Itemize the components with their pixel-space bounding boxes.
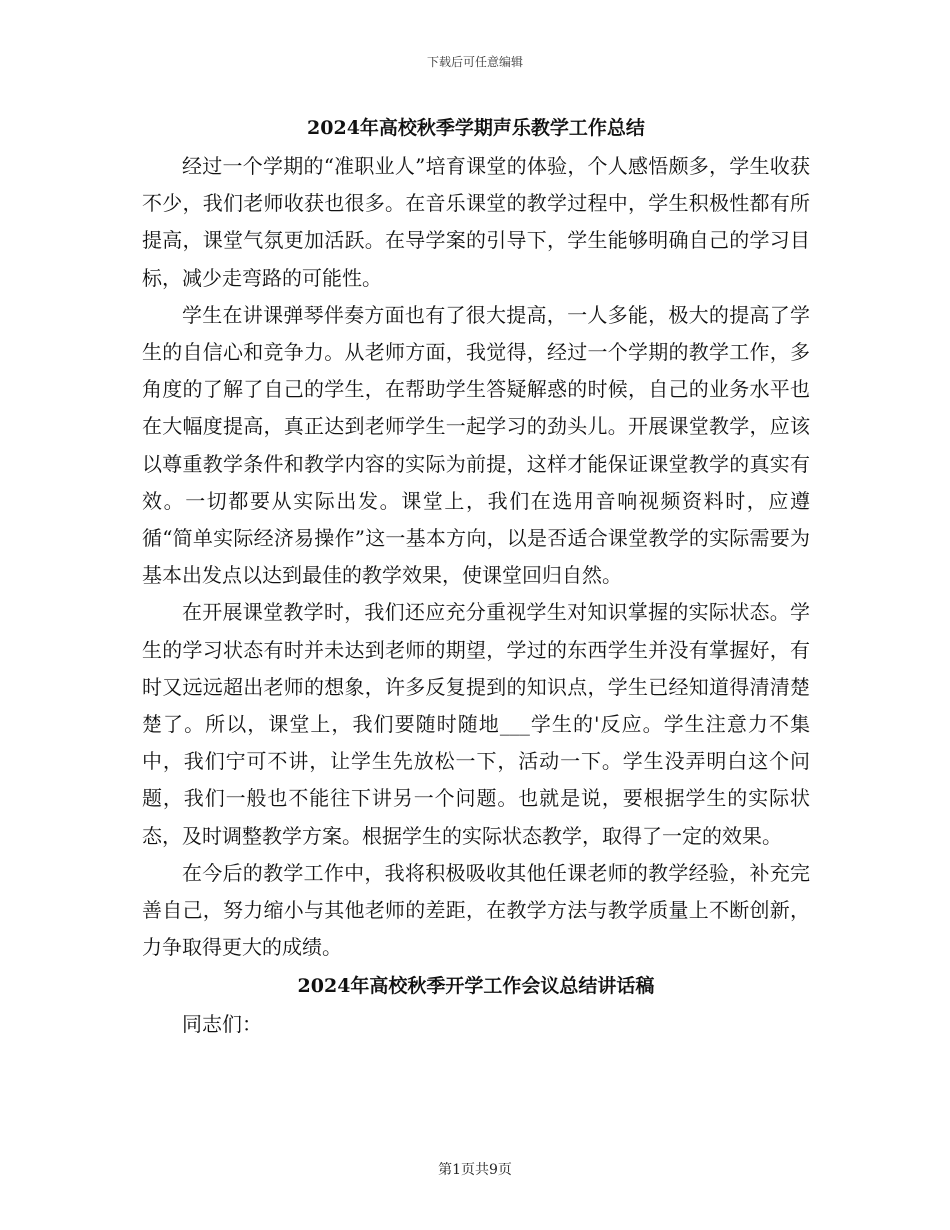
page-number: 第1页共9页: [438, 1162, 512, 1178]
salutation: 同志们：: [182, 1012, 262, 1037]
document-body: [142, 108, 810, 1044]
paragraph-4: 在今后的教学工作中，我将积极吸收其他任课老师的教学经验，补充完善自己，努力缩小与其他老师的差距，在教学方法与教学质量上不断创新，力争取得更大的成绩。: [142, 860, 810, 960]
second-title: 2024年高校秋季开学工作会议总结讲话稿: [297, 975, 655, 998]
paragraph-2: 学生在讲课弹琴伴奏方面也有了很大提高，一人多能，极大的提高了学生的自信心和竞争力。从老师方面，我觉得，经过一个学期的教学工作，多角度的了解了自己的学生，在帮助学生答疑解惑的时候，自己的业务水平也在大幅度提高，真正达到老师学生一起学习的劲头儿。开展课堂教学，应该以尊重教学条件和教学内容的实际为前提，这样才能保证课堂教学的真实有效。一切都要从实际出发。课堂上，我们在选用音响视频资料时，应遵循“简单实际经济易操作”这一基本方向，以是否适合课堂教学的实际需要为基本出发点以达到最佳的教学效果，使课堂回归自然。: [142, 302, 810, 588]
paragraph-1: 经过一个学期的“准职业人”培育课堂的体验，个人感悟颇多，学生收获不少，我们老师收获也很多。在音乐课堂的教学过程中，学生积极性都有所提高，课堂气氛更加活跃。在导学案的引导下，学生能够明确自己的学习目标，减少走弯路的可能性。: [142, 154, 810, 290]
document-title: 2024年高校秋季学期声乐教学工作总结: [307, 117, 645, 139]
header-note: 下载后可任意编辑: [426, 55, 523, 69]
paragraph-3: 在开展课堂教学时，我们还应充分重视学生对知识掌握的实际状态。学生的学习状态有时并未达到老师的期望，学过的东西学生并没有掌握好，有时又远远超出老师的想象，许多反复提到的知识点，学生已经知道得清清楚楚了。所以，课堂上，我们要随时随地___学生的'反应。学生注意力不集中，我们宁可不讲，让学生先放松一下，活动一下。学生没弄明白这个问题，我们一般也不能往下讲另一个问题。也就是说，要根据学生的实际状态，及时调整教学方案。根据学生的实际状态教学，取得了一定的效果。: [142, 600, 810, 848]
